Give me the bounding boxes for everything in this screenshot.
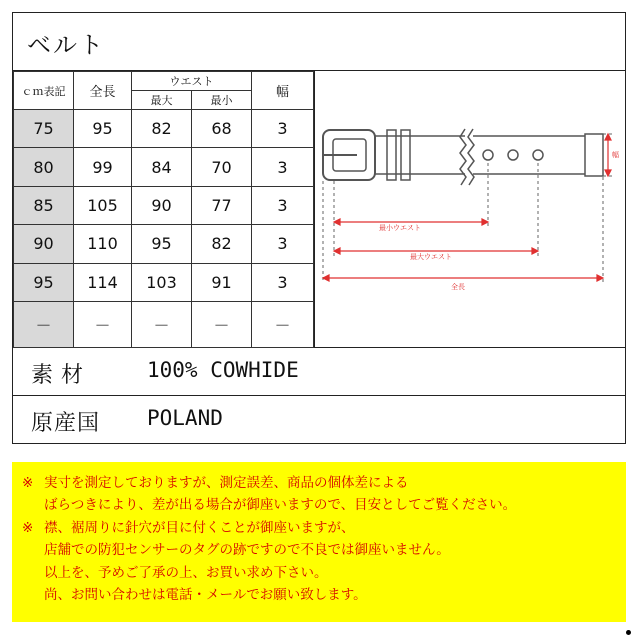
notice-line: [22, 539, 616, 561]
total-length-label: 全長: [451, 283, 465, 291]
cell-min: －: [192, 301, 252, 347]
cell-min: 77: [192, 186, 252, 224]
notice-mark: ※: [22, 519, 34, 536]
cell-length: 95: [74, 110, 132, 148]
cell-mark: 85: [14, 186, 74, 224]
max-waist-label: 最大ウエスト: [410, 253, 452, 261]
belt-keeper: [401, 130, 410, 180]
page-title: ベルト: [27, 31, 105, 59]
notice-line: [22, 517, 616, 539]
belt-hole: [533, 150, 543, 160]
notice-mark: ※: [22, 475, 34, 491]
cell-max: 82: [132, 110, 192, 148]
notice-line: [22, 562, 616, 584]
spec-frame: [12, 12, 626, 444]
cell-width: 3: [252, 186, 314, 224]
cell-length: －: [74, 301, 132, 347]
notice-text: 尚、お問い合わせは電話・メールでお願い致します。: [44, 587, 367, 604]
width-label: 幅: [612, 151, 619, 159]
cell-width: 3: [252, 225, 314, 263]
header-size-mark: ｃｍ表記: [14, 72, 74, 110]
cell-min: 82: [192, 225, 252, 263]
table-row: [14, 186, 314, 224]
cell-width: 3: [252, 263, 314, 301]
header-waist-max: 最大: [132, 91, 192, 110]
title-row: [13, 13, 625, 71]
size-section: [13, 71, 625, 348]
cell-max: －: [132, 301, 192, 347]
belt-tip: [585, 134, 603, 176]
header-width: 幅: [252, 72, 314, 110]
origin-label: 原産国: [31, 411, 101, 436]
material-value: 100% COWHIDE: [147, 358, 299, 382]
cell-length: 105: [74, 186, 132, 224]
cell-max: 90: [132, 186, 192, 224]
notice-text: ばらつきにより、差が出る場合が御座いますので、目安としてご覧ください。: [44, 497, 517, 514]
table-row: [14, 301, 314, 347]
cell-mark: 75: [14, 110, 74, 148]
cell-min: 91: [192, 263, 252, 301]
notice-text: 実寸を測定しておりますが、測定誤差、商品の個体差による: [44, 475, 409, 491]
belt-hole: [483, 150, 493, 160]
table-row: [14, 225, 314, 263]
min-waist-label: 最小ウエスト: [379, 224, 421, 232]
header-waist-min: 最小: [192, 91, 252, 110]
table-row: [14, 110, 314, 148]
belt-diagram: [314, 71, 625, 348]
cell-length: 99: [74, 148, 132, 186]
belt-hole: [508, 150, 518, 160]
cell-mark: 80: [14, 148, 74, 186]
belt-illustration: [315, 71, 624, 348]
cell-max: 103: [132, 263, 192, 301]
cell-mark: 95: [14, 263, 74, 301]
cell-min: 68: [192, 110, 252, 148]
notice-text: 店舗での防犯センサーのタグの跡ですので不良では御座いません。: [44, 542, 450, 559]
corner-dot: [626, 630, 631, 635]
size-table: [13, 71, 314, 348]
header-waist: ウエスト: [132, 72, 252, 91]
table-row: [14, 263, 314, 301]
cell-max: 95: [132, 225, 192, 263]
origin-row: [13, 396, 625, 444]
cell-length: 114: [74, 263, 132, 301]
material-row: [13, 348, 625, 396]
cell-mark: －: [14, 301, 74, 347]
notice-line: [22, 584, 616, 606]
cell-max: 84: [132, 148, 192, 186]
cell-length: 110: [74, 225, 132, 263]
notice-line: [22, 494, 616, 516]
cell-width: 3: [252, 110, 314, 148]
cell-width: 3: [252, 148, 314, 186]
cell-width: －: [252, 301, 314, 347]
material-label: 素材: [31, 363, 92, 388]
cell-min: 70: [192, 148, 252, 186]
belt-keeper: [387, 130, 396, 180]
origin-value: POLAND: [147, 406, 223, 430]
header-total-length: 全長: [74, 72, 132, 110]
notice-text: 襟、裾周りに針穴が目に付くことが御座いますが、: [44, 519, 355, 536]
notice-text: 以上を、予めご了承の上、お買い求め下さい。: [44, 564, 328, 581]
notice-line: [22, 472, 616, 494]
cell-mark: 90: [14, 225, 74, 263]
table-row: [14, 148, 314, 186]
notice-box: [12, 462, 626, 622]
